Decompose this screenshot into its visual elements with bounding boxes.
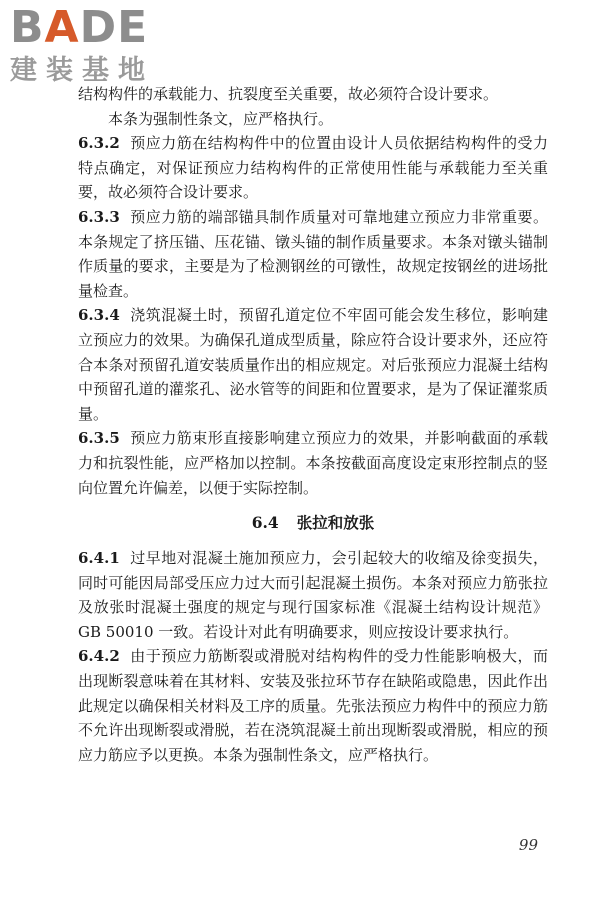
clause-number: 6.3.3 bbox=[78, 207, 120, 226]
clause-text: 预应力筋束形直接影响建立预应力的效果，并影响截面的承载力和抗裂性能，应严格加以控制。本条按截面高度设定束形控制点的竖向位置允许偏差，以便于实际控制。 bbox=[78, 429, 548, 497]
clause-number: 6.3.5 bbox=[78, 429, 120, 448]
clause-text: 过早地对混凝土施加预应力，会引起较大的收缩及徐变损失，同时可能因局部受压应力过大而引起混凝土损伤。本条对预应力筋张拉及放张时混凝土强度的规定与现行国家标准《混凝土结构设计规范》GB 50010 一致。若设计对此有明确要求，则应按设计要求执行。 bbox=[78, 549, 548, 641]
clause-text: 浇筑混凝土时，预留孔道定位不牢固可能会发生移位，影响建立预应力的效果。为确保孔道成型质量，除应符合设计要求外，还应符合本条对预留孔道安装质量作出的相应规定。对后张预应力混凝土结构中预留孔道的灌浆孔、泌水管等的间距和位置要求，是为了保证灌浆质量。 bbox=[78, 306, 548, 423]
clause-6-3-5 bbox=[78, 426, 548, 500]
clause-text: 预应力筋在结构构件中的位置由设计人员依据结构构件的受力特点确定，对保证预应力结构构件的正常使用性能与承载能力至关重要，故必须符合设计要求。 bbox=[78, 134, 548, 202]
logo-chinese-name: 建装基地 bbox=[10, 55, 154, 86]
clause-text: 预应力筋的端部锚具制作质量对可靠地建立预应力非常重要。本条规定了挤压锚、压花锚、镦头锚的制作质量要求。本条对镦头锚制作质量的要求，主要是为了检测钢丝的可镦性，故规定按钢丝的进场批量检查。 bbox=[78, 207, 548, 300]
document-body bbox=[78, 82, 548, 767]
clause-6-3-4 bbox=[78, 303, 548, 426]
logo-wordmark: BADE bbox=[10, 2, 149, 53]
section-heading bbox=[78, 511, 548, 535]
clause-number: 6.4.2 bbox=[78, 647, 120, 666]
mandatory-note: 本条为强制性条文，应严格执行。 bbox=[108, 109, 334, 128]
clause-6-4-1 bbox=[78, 546, 548, 644]
clause-6-3-3 bbox=[78, 205, 548, 303]
clause-number: 6.3.2 bbox=[78, 134, 120, 153]
paragraph-continuation: 结构构件的承载能力、抗裂度至关重要，故必须符合设计要求。 bbox=[78, 85, 499, 103]
section-title-text: 张拉和放张 bbox=[296, 513, 375, 533]
clause-number: 6.4.1 bbox=[78, 549, 120, 568]
section-number: 6.4 bbox=[251, 513, 279, 533]
clause-text: 由于预应力筋断裂或滑脱对结构构件的受力性能影响极大，而出现断裂意味着在其材料、安装及张拉环节存在缺陷或隐患，因此作出此规定以确保相关材料及工序的质量。先张法预应力构件中的预应力筋不允许出现断裂或滑脱，若在浇筑混凝土前出现断裂或滑脱，相应的预应力筋应予以更换。本条为强制性条文，应严格执行。 bbox=[78, 647, 548, 764]
clause-6-4-2 bbox=[78, 644, 548, 767]
page-number: 99 bbox=[518, 836, 538, 854]
clause-number: 6.3.4 bbox=[78, 306, 120, 325]
clause-6-3-2 bbox=[78, 131, 548, 205]
